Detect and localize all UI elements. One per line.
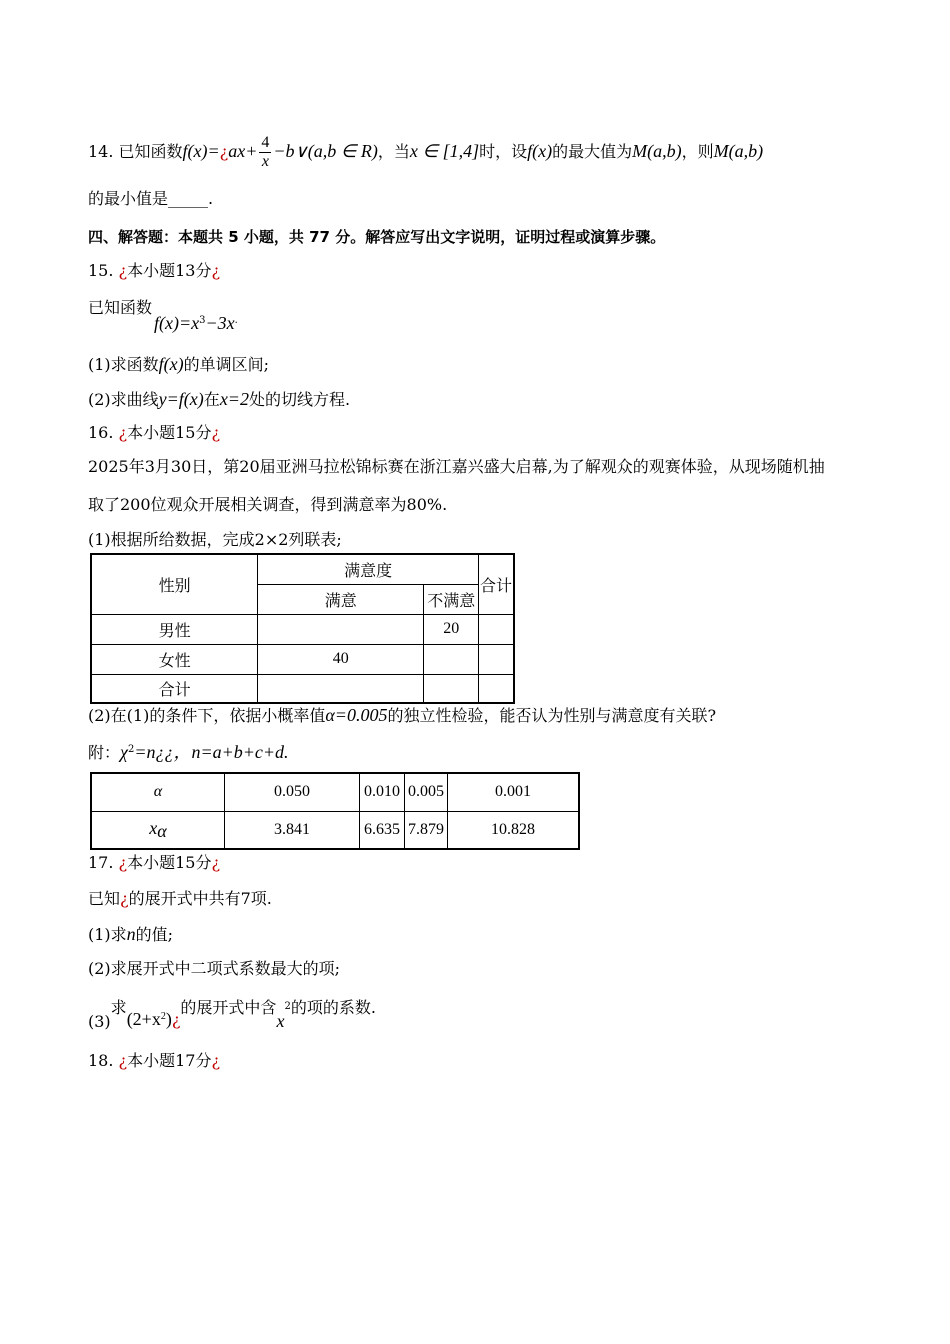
q16-p2-b: 的独立性检验，能否认为性别与满意度有关联? <box>387 706 717 725</box>
q17-p3-qiu: 求 <box>110 998 127 1017</box>
q15-part1 <box>88 353 269 376</box>
q14-when: ，当 <box>377 142 410 161</box>
q14-mab: M(a,b) <box>632 141 682 161</box>
q15-known-text: 已知函数 <box>88 298 153 317</box>
crit-alpha-4: 0.001 <box>448 773 580 811</box>
cell-male-unsatisfied: 20 <box>424 614 479 644</box>
q17-known-c: 的展开式中共有7项. <box>128 889 272 908</box>
crit-x-4: 10.828 <box>448 811 580 849</box>
q17-p1-n: n <box>126 924 136 944</box>
q14-interval: x ∈ [1,4] <box>409 141 480 161</box>
cell-male-total <box>479 614 514 644</box>
row-male: 男性 <box>91 614 258 644</box>
q15-func-rest: −3x <box>205 313 235 333</box>
q17-mark-right: ¿ <box>211 853 221 872</box>
crit-x-letter: x <box>149 817 158 838</box>
q17-known-mark: ¿ <box>120 889 129 908</box>
header-unsatisfied: 不满意 <box>424 584 479 614</box>
critical-value-table <box>90 772 580 850</box>
q16-chi-formula: =n¿¿，n=a+b+c+d. <box>134 742 289 762</box>
q16-header <box>88 422 220 444</box>
crit-x-1: 3.841 <box>225 811 360 849</box>
q17-mark-left: ¿ <box>118 853 128 872</box>
q14-func: f(x)= <box>182 141 220 161</box>
q16-part1: (1)根据所给数据，完成2×2列联表; <box>88 530 342 549</box>
crit-x-2: 6.635 <box>360 811 405 849</box>
cell-sum-unsatisfied <box>424 674 479 703</box>
q14-shi: 时，设 <box>479 142 528 161</box>
q15-p1-c: 的单调区间; <box>183 355 270 374</box>
q17-part3 <box>88 994 376 1031</box>
crit-alpha-1: 0.050 <box>225 773 360 811</box>
q16-mark-right: ¿ <box>211 423 221 442</box>
q18-header <box>88 1050 220 1072</box>
q17-p3-f: 的展开式中含 <box>180 998 277 1017</box>
q15-p2-curve: y=f(x) <box>158 389 204 409</box>
q16-intro-line2: 取了200位观众开展相关调查，得到满意率为80%. <box>88 495 448 514</box>
q18-mark-right: ¿ <box>211 1051 221 1070</box>
q15-func: f(x)=x <box>154 313 200 333</box>
q14-frac-den: x <box>261 153 269 170</box>
q14-frac-num: 4 <box>261 134 270 151</box>
contingency-table <box>90 553 515 704</box>
crit-alpha-label: α <box>91 773 225 811</box>
q15-part2 <box>88 388 350 411</box>
q17-p3-x-exp: 2 <box>284 1001 291 1012</box>
q16-appendix <box>88 739 289 764</box>
crit-x-label <box>91 811 225 849</box>
q18-number: 18. <box>88 1051 114 1070</box>
q17-p3-num: (3) <box>88 1012 111 1031</box>
q17-p3-d: ) <box>165 1009 172 1029</box>
header-gender: 性别 <box>91 554 258 614</box>
q14-line2: 的最小值是_____. <box>88 189 214 208</box>
q17-header <box>88 852 220 874</box>
q15-number: 15. <box>88 261 114 280</box>
section-heading: 四、解答题：本题共 5 小题，共 77 分。解答应写出文字说明，证明过程或演算步骤。 <box>88 228 666 246</box>
q16-score: 本小题15分 <box>127 423 212 442</box>
q15-header <box>88 260 220 282</box>
q14-abs-left: ¿ <box>219 142 229 161</box>
cell-sum-total <box>479 674 514 703</box>
q16-chi-exp: 2 <box>127 744 135 755</box>
q16-number: 16. <box>88 423 114 442</box>
q17-p3-h: 的项的系数. <box>290 998 376 1017</box>
q17-p3-exp: 2 <box>160 1011 166 1022</box>
q17-p3-c: (2+x <box>126 1009 161 1029</box>
q15-p2-a: (2)求曲线 <box>88 390 159 409</box>
q15-score: 本小题13分 <box>127 261 212 280</box>
q17-p3-x: x <box>276 1011 285 1031</box>
header-satisfaction: 满意度 <box>258 554 479 584</box>
q15-p1-a: (1)求函数 <box>88 355 159 374</box>
q17-p1-c: 的值; <box>135 925 174 944</box>
q14-fx: f(x) <box>527 141 553 161</box>
cell-sum-satisfied <box>258 674 424 703</box>
q15-known <box>88 297 152 319</box>
cell-female-total <box>479 644 514 674</box>
q17-p3-mark: ¿ <box>171 1010 181 1029</box>
crit-alpha-2: 0.010 <box>360 773 405 811</box>
q17-p3-expr <box>127 1009 172 1029</box>
q15-mark-left: ¿ <box>118 261 128 280</box>
q15-func-exp: 3 <box>199 315 206 326</box>
q15-p2-e: 处的切线方程. <box>248 390 351 409</box>
q17-known <box>88 888 272 910</box>
q16-p2-alpha: α=0.005 <box>325 705 388 725</box>
crit-x-subscript: α <box>157 820 167 841</box>
q16-appendix-label: 附： <box>88 743 121 762</box>
q14-prefix: 14. 已知函数 <box>88 142 183 161</box>
q16-p2-a: (2)在(1)的条件下，依据小概率值 <box>88 706 326 725</box>
q17-number: 17. <box>88 853 114 872</box>
q17-score: 本小题15分 <box>127 853 212 872</box>
q17-known-a: 已知 <box>88 889 121 908</box>
q17-part2: (2)求展开式中二项式系数最大的项; <box>88 959 341 978</box>
q15-func-dot: . <box>234 315 238 326</box>
q14-then: ，则 <box>681 142 714 161</box>
cell-female-satisfied: 40 <box>258 644 424 674</box>
cell-male-satisfied <box>258 614 424 644</box>
q16-part2 <box>88 704 716 727</box>
header-total: 合计 <box>479 554 514 614</box>
q15-p1-fx: f(x) <box>158 354 184 374</box>
q18-score: 本小题17分 <box>127 1051 212 1070</box>
q14-minus-b: −b∨ <box>273 141 308 161</box>
q16-chi: χ <box>120 742 128 762</box>
q15-p2-c: 在 <box>203 390 220 409</box>
q14-ax: ax+ <box>228 141 258 161</box>
q17-part1 <box>88 923 173 946</box>
q16-intro-line1: 2025年3月30日，第20届亚洲马拉松锦标赛在浙江嘉兴盛大启幕,为了解观众的观赛体验，从现场随机抽 <box>88 457 825 476</box>
cell-female-unsatisfied <box>424 644 479 674</box>
crit-x-3: 7.879 <box>405 811 448 849</box>
q14-mab2: M(a,b) <box>713 141 764 161</box>
crit-alpha-3: 0.005 <box>405 773 448 811</box>
q16-mark-left: ¿ <box>118 423 128 442</box>
q18-mark-left: ¿ <box>118 1051 128 1070</box>
q14-max-text: 的最大值为 <box>552 142 633 161</box>
q14-domain: (a,b ∈ R) <box>307 141 378 161</box>
q15-function <box>154 310 238 335</box>
q14-fraction <box>259 134 271 171</box>
q15-p2-x: x=2 <box>219 389 249 409</box>
q15-mark-right: ¿ <box>211 261 221 280</box>
header-satisfied: 满意 <box>258 584 424 614</box>
row-female: 女性 <box>91 644 258 674</box>
q14-line1 <box>88 134 763 171</box>
row-sum: 合计 <box>91 674 258 703</box>
q17-p1-a: (1)求 <box>88 925 127 944</box>
